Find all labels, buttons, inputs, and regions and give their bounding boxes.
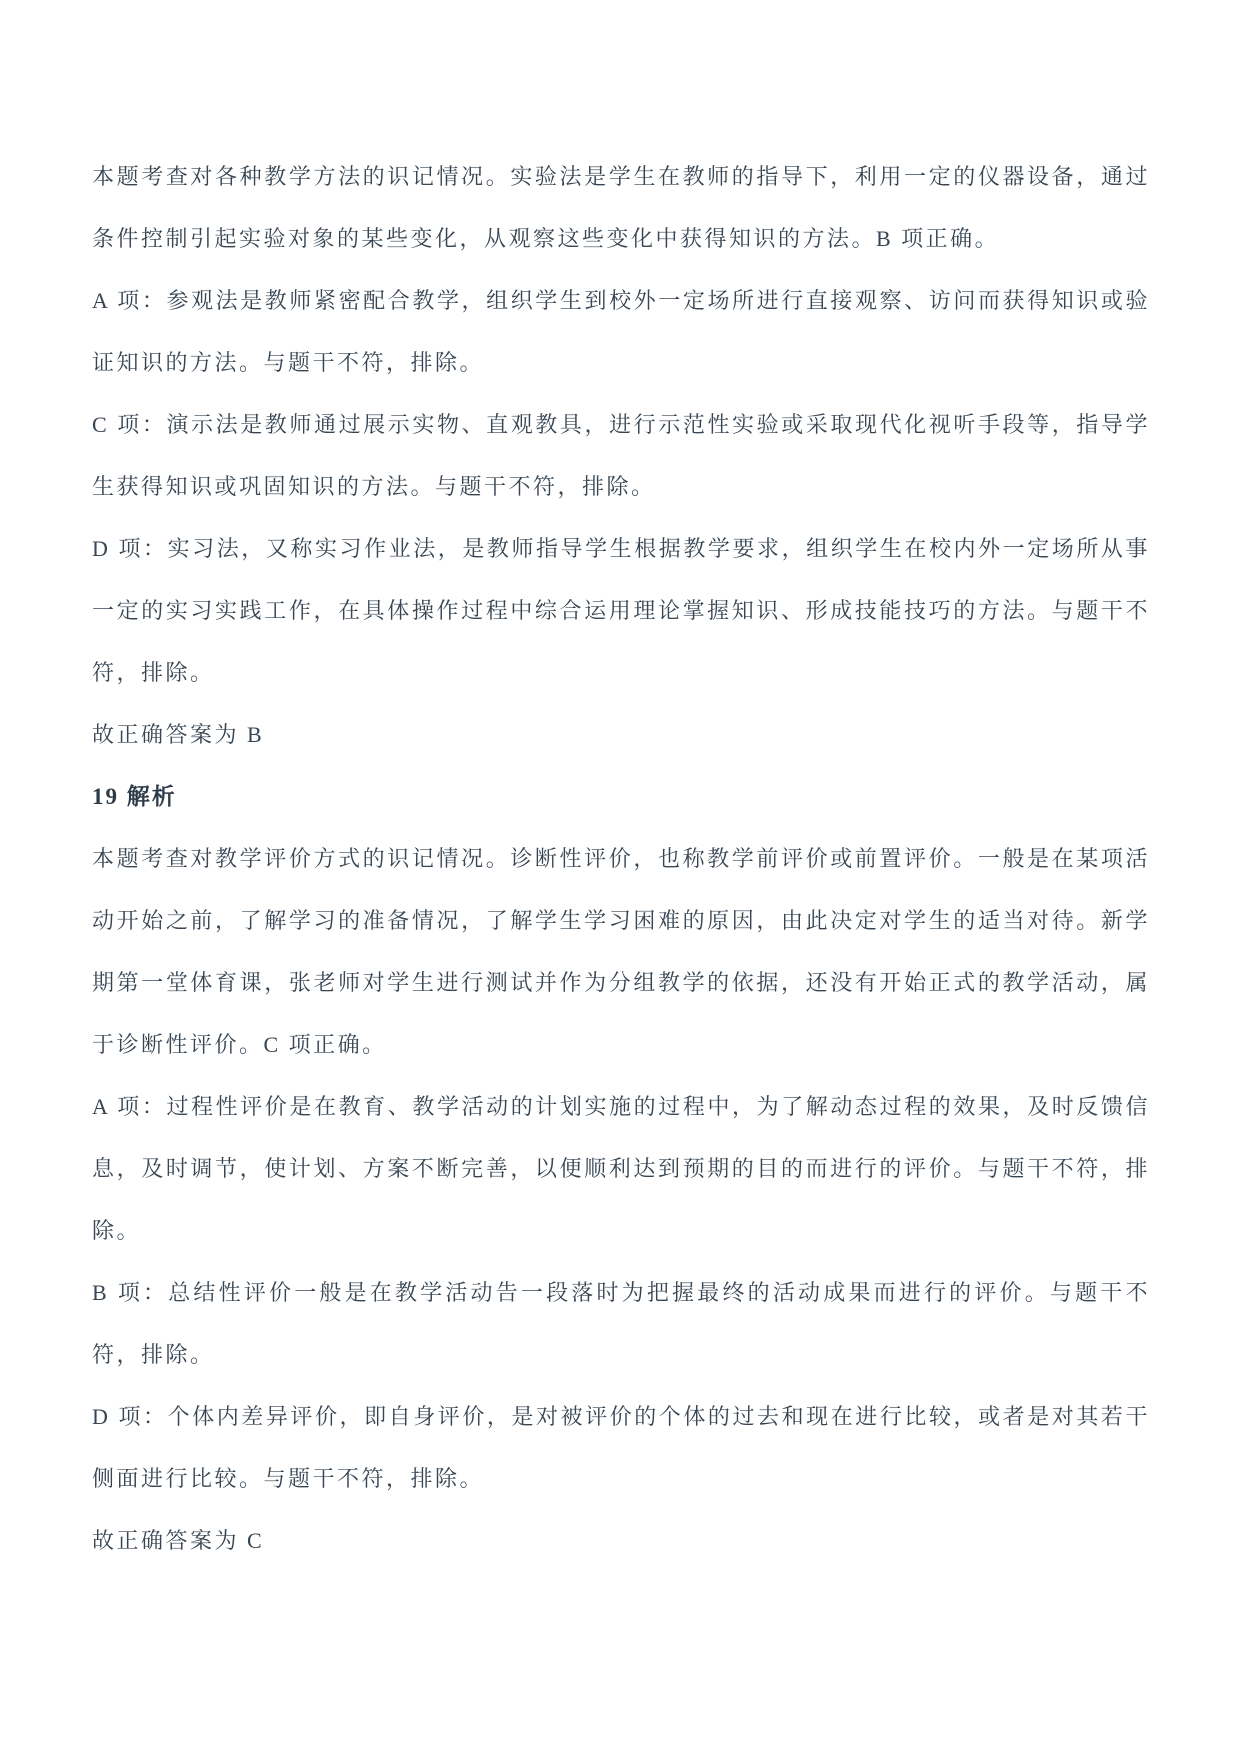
q19-option-a-analysis: A 项：过程性评价是在教育、教学活动的计划实施的过程中，为了解动态过程的效果，及时反馈信息，及时调节，使计划、方案不断完善，以便顺利达到预期的目的而进行的评价。与题干不符，排除。 (92, 1094, 1150, 1243)
question-18-explanation-section (92, 146, 1150, 766)
q19-section-heading: 19 解析 (92, 784, 177, 809)
q19-correct-answer-line: 故正确答案为 C (92, 1528, 265, 1553)
q18-option-c-analysis: C 项：演示法是教师通过展示实物、直观教具，进行示范性实验或采取现代化视听手段等，指导学生获得知识或巩固知识的方法。与题干不符，排除。 (92, 412, 1150, 499)
q18-intro-paragraph: 本题考查对各种教学方法的识记情况。实验法是学生在教师的指导下，利用一定的仪器设备，通过条件控制引起实验对象的某些变化，从观察这些变化中获得知识的方法。B 项正确。 (92, 164, 1150, 251)
q18-option-a-analysis: A 项：参观法是教师紧密配合教学，组织学生到校外一定场所进行直接观察、访问而获得知识或验证知识的方法。与题干不符，排除。 (92, 288, 1150, 375)
q19-intro-paragraph: 本题考查对教学评价方式的识记情况。诊断性评价，也称教学前评价或前置评价。一般是在某项活动开始之前，了解学习的准备情况，了解学生学习困难的原因，由此决定对学生的适当对待。新学期第一堂体育课，张老师对学生进行测试并作为分组教学的依据，还没有开始正式的教学活动，属于诊断性评价。C 项正确。 (92, 846, 1150, 1057)
q18-correct-answer-line: 故正确答案为 B (92, 722, 265, 747)
q19-option-b-analysis: B 项：总结性评价一般是在教学活动告一段落时为把握最终的活动成果而进行的评价。与题干不符，排除。 (92, 1280, 1150, 1367)
q19-option-d-analysis: D 项：个体内差异评价，即自身评价，是对被评价的个体的过去和现在进行比较，或者是对其若干侧面进行比较。与题干不符，排除。 (92, 1404, 1150, 1491)
question-19-explanation-section (92, 766, 1150, 1572)
q18-option-d-analysis: D 项：实习法，又称实习作业法，是教师指导学生根据教学要求，组织学生在校内外一定场所从事一定的实习实践工作，在具体操作过程中综合运用理论掌握知识、形成技能技巧的方法。与题干不符，排除。 (92, 536, 1150, 685)
